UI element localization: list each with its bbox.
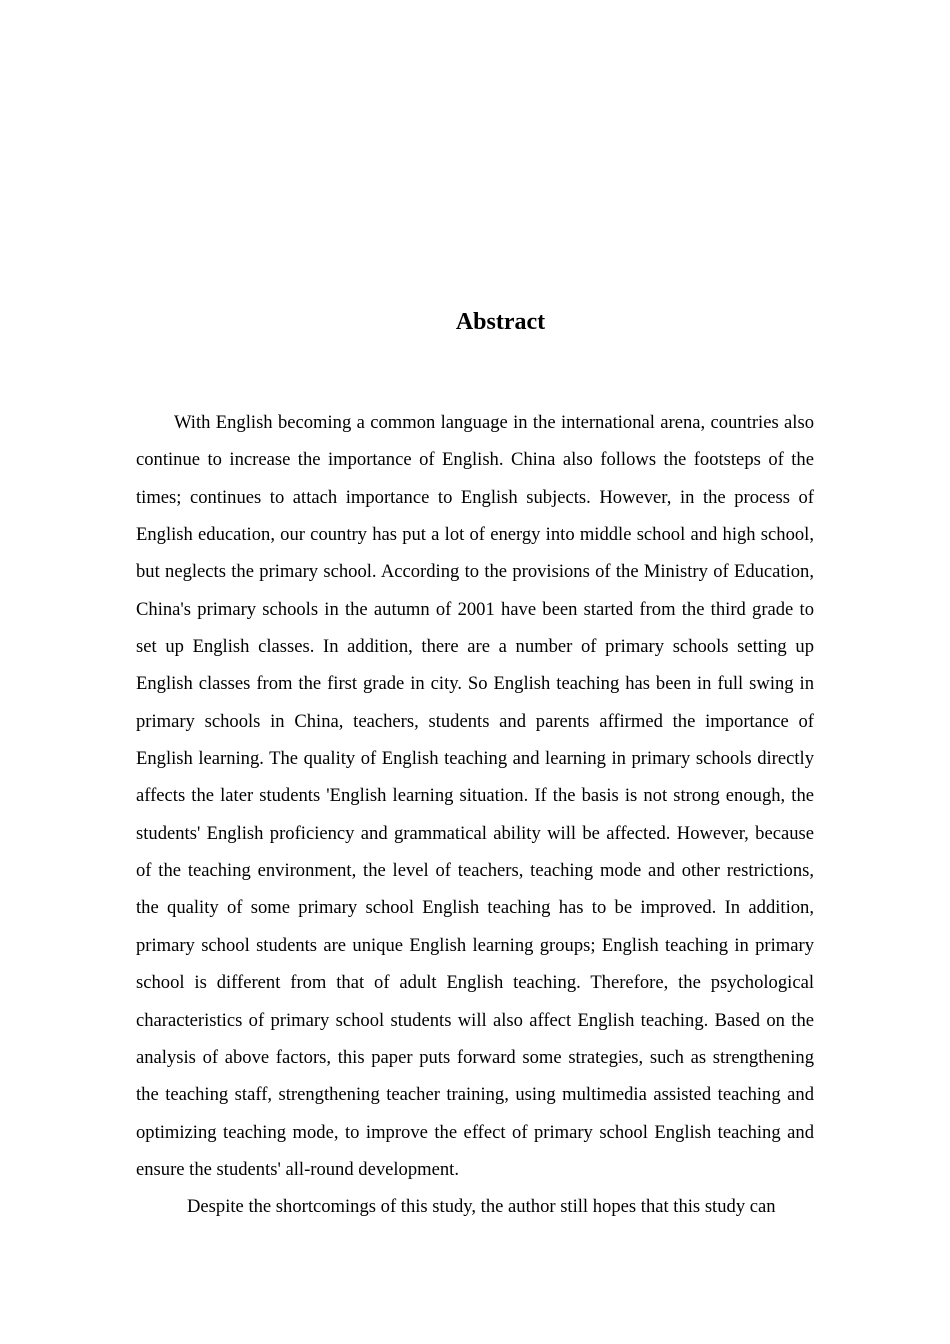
abstract-paragraph-1: With English becoming a common language in the international arena, countries also continue to increase the importance of English. China also follows the footsteps of the times; continues to attach importance to English subjects. However, in the process of English education, our country has put a lot of energy into middle school and high school, but neglects the primary school. According to the provisions of the Ministry of Education, China's primary schools in the autumn of 2001 have been started from the third grade to set up English classes. In addition, there are a number of primary schools setting up English classes from the first grade in city. So English teaching has been in full swing in primary schools in China, teachers, students and parents affirmed the importance of English learning. The quality of English teaching and learning in primary schools directly affects the later students 'English learning situation. If the basis is not strong enough, the students' English proficiency and grammatical ability will be affected. However, because of the teaching environment, the level of teachers, teaching mode and other restrictions, the quality of some primary school English teaching has to be improved. In addition, primary school students are unique English learning groups; English teaching in primary school is different from that of adult English teaching. Therefore, the psychological characteristics of primary school students will also affect English teaching. Based on the analysis of above factors, this paper puts forward some strategies, such as strengthening the teaching staff, strengthening teacher training, using multimedia assisted teaching and optimizing teaching mode, to improve the effect of primary school English teaching and ensure the students' all-round development. <box>136 412 814 1180</box>
page-title: Abstract <box>455 309 546 335</box>
abstract-body <box>136 404 814 1226</box>
abstract-paragraph-2: Despite the shortcomings of this study, the author still hopes that this study can <box>187 1196 776 1218</box>
